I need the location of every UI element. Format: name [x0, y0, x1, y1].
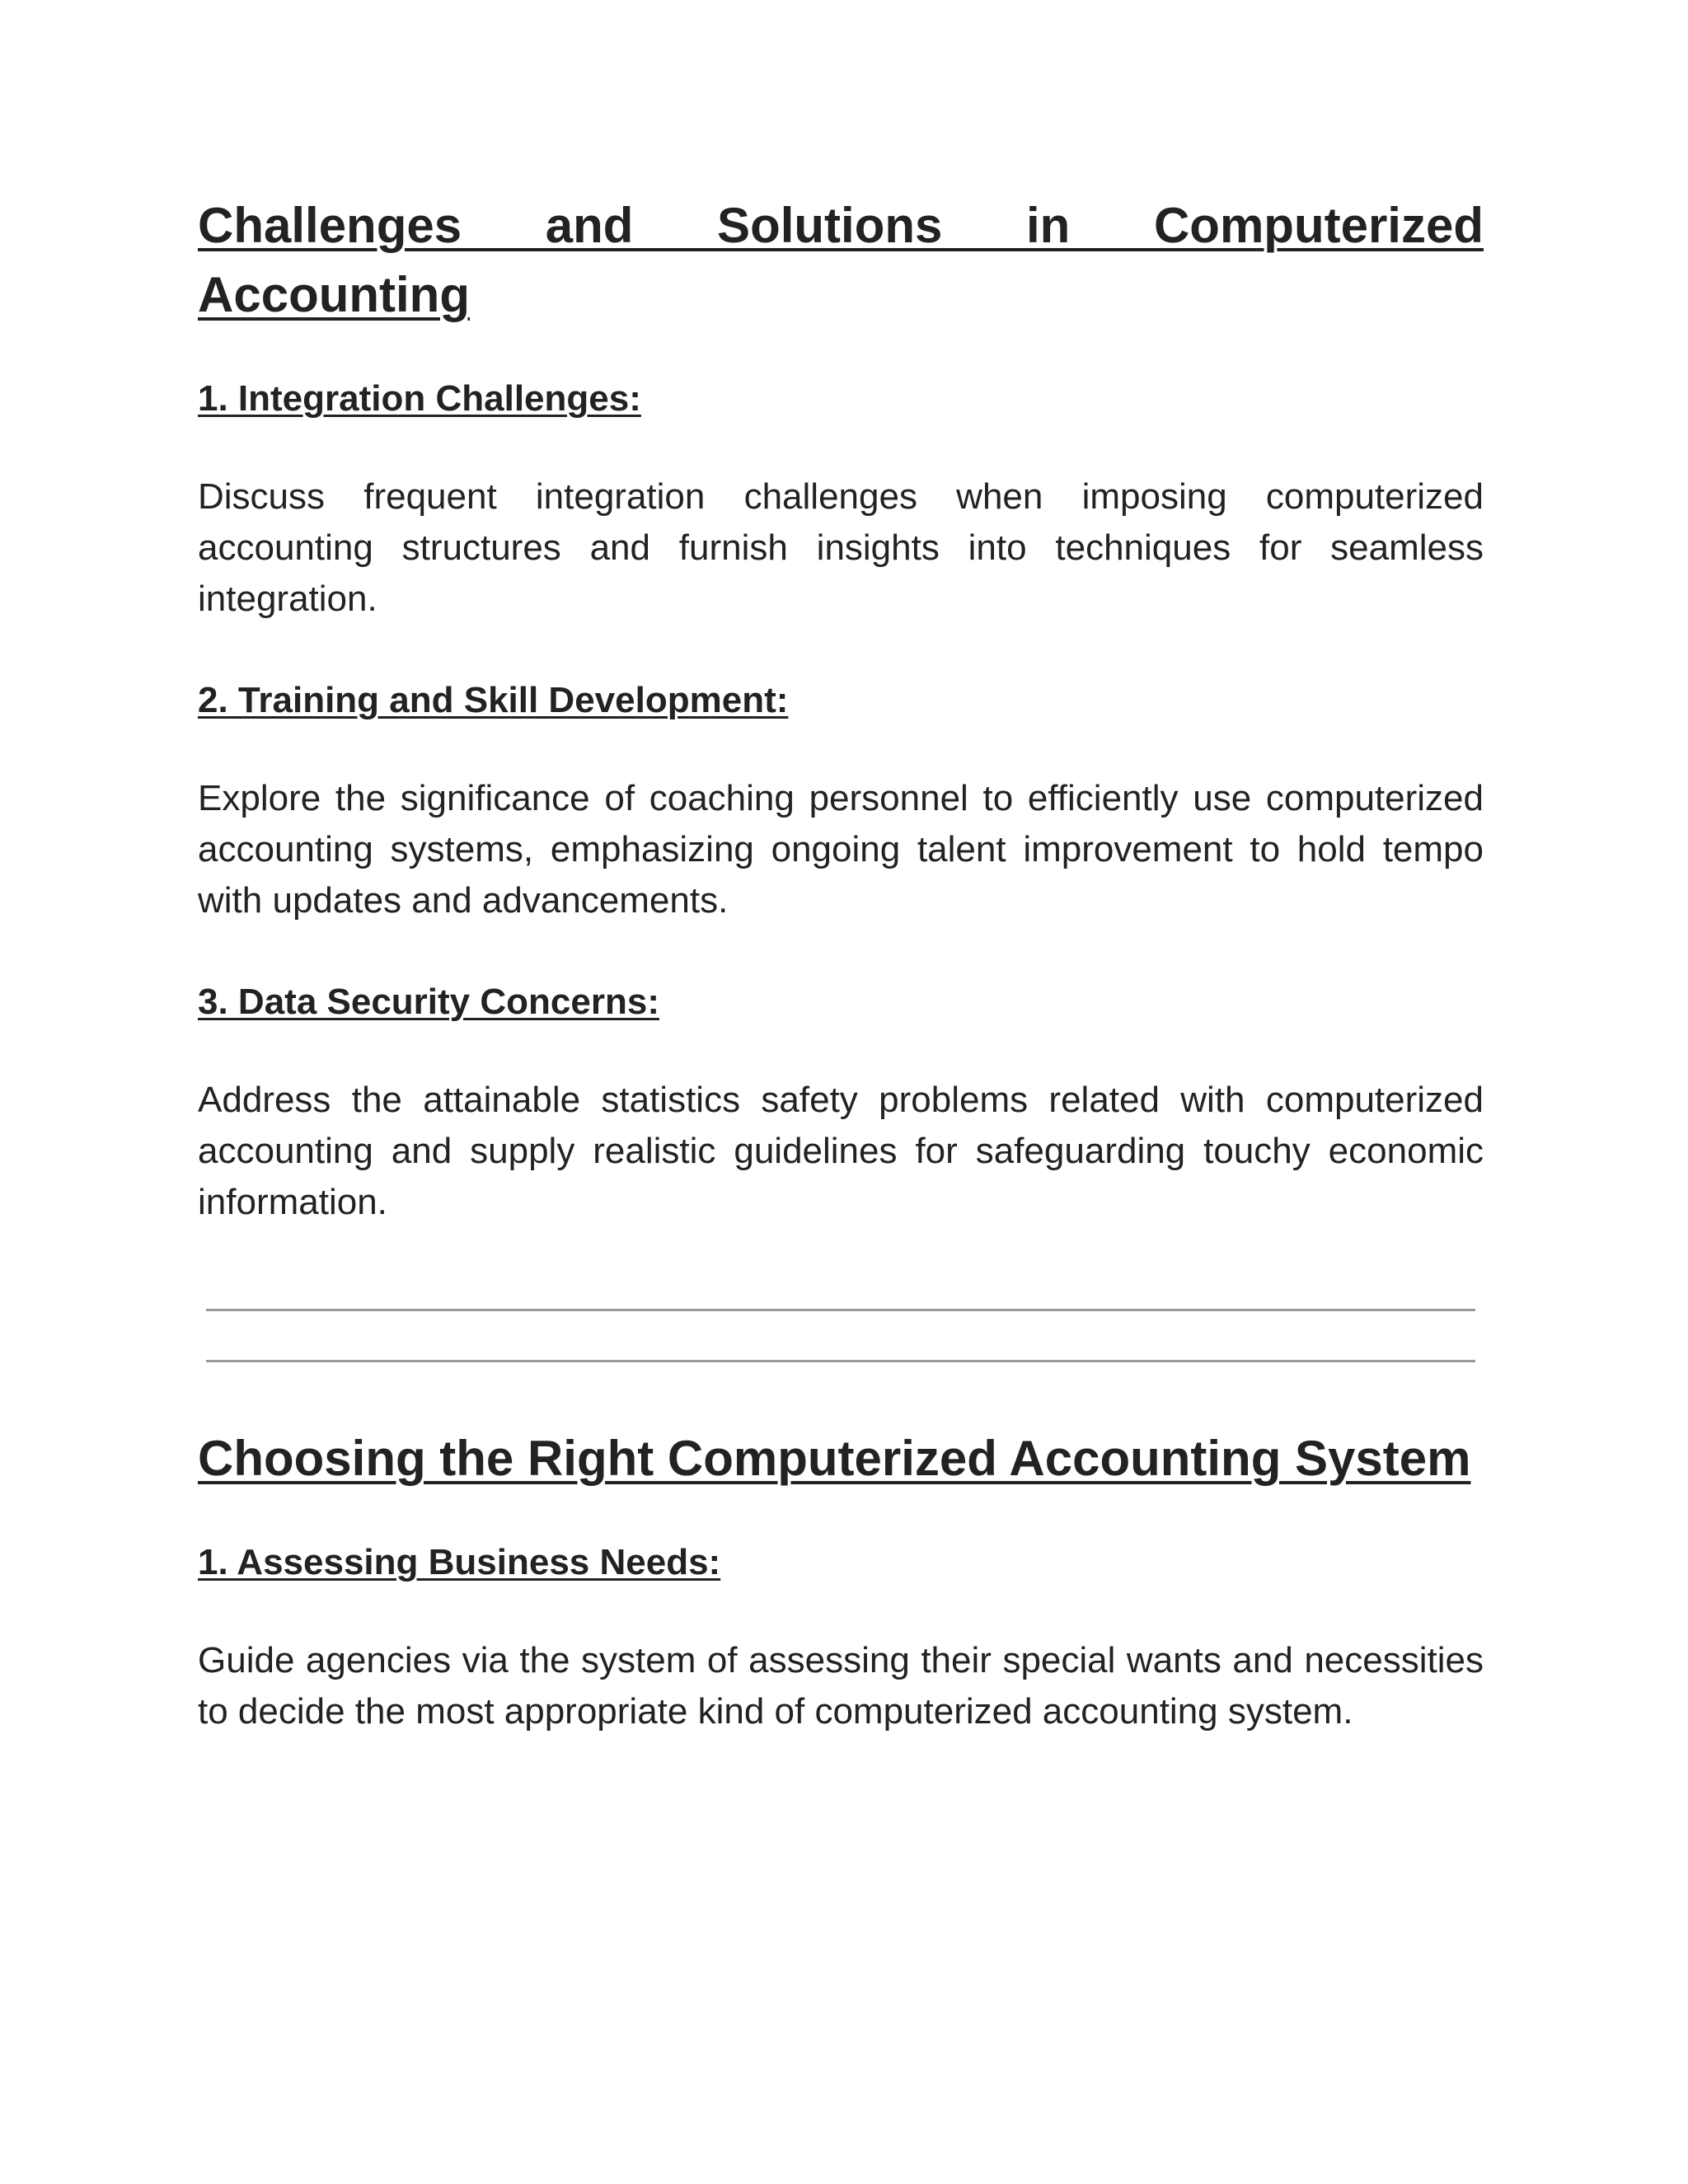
section-title-choosing-system: Choosing the Right Computerized Accounting System: [198, 1431, 1471, 1486]
paragraph-data-security-concerns: Address the attainable statistics safety problems related with computerized accounting and supply realistic guidelines for safeguarding touchy economic information.: [198, 1080, 1484, 1222]
horizontal-divider-top: [206, 1309, 1475, 1311]
section-title-challenges: Challenges and Solutions in Computerized Accounting: [198, 198, 1484, 322]
subheading-data-security-concerns: 3. Data Security Concerns:: [198, 982, 659, 1022]
paragraph-training-skill-development: Explore the significance of coaching personnel to efficiently use computerized accounting systems, emphasizing ongoing talent improvement to hold tempo with updates and advancements.: [198, 778, 1484, 921]
horizontal-divider-bottom: [206, 1360, 1475, 1362]
subheading-training-skill-development: 2. Training and Skill Development:: [198, 680, 789, 720]
subheading-integration-challenges: 1. Integration Challenges:: [198, 378, 641, 419]
paragraph-assessing-business-needs: Guide agencies via the system of assessing their special wants and necessities to decide the most appropriate kind of computerized accounting system.: [198, 1640, 1484, 1732]
paragraph-integration-challenges: Discuss frequent integration challenges when imposing computerized accounting structures and furnish insights into techniques for seamless integration.: [198, 476, 1484, 619]
subheading-assessing-business-needs: 1. Assessing Business Needs:: [198, 1542, 721, 1582]
